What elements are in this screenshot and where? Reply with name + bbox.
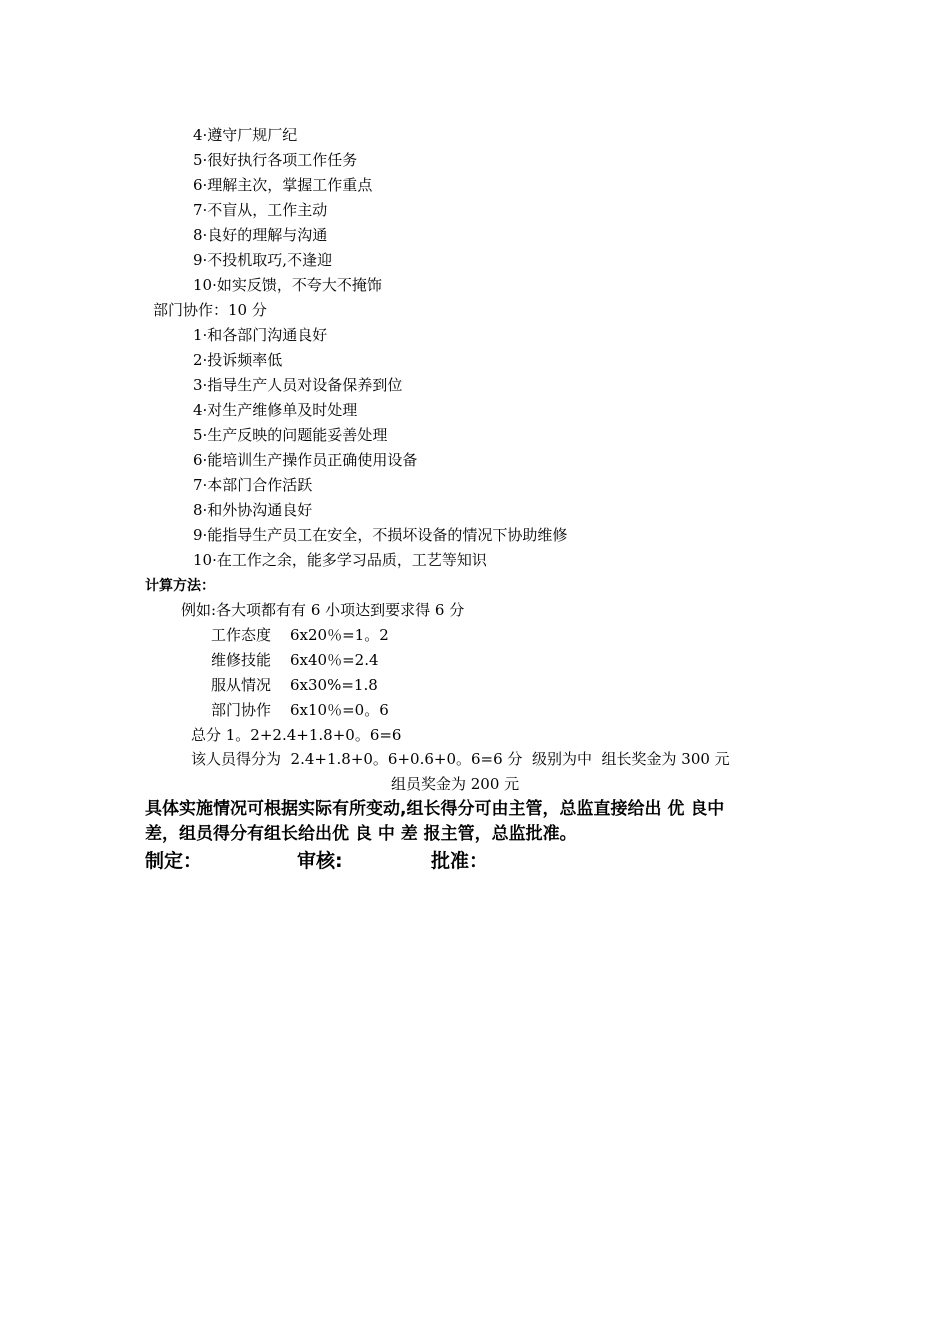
implementation-note: 差，组员得分有组长给出优 良 中 差 报主管，总监批准。	[145, 824, 577, 844]
calc-total: 总分 1。2+2.4+1.8+0。6=6	[191, 726, 402, 744]
dept-item: 2·投诉频率低	[193, 351, 283, 369]
calc-example: 例如:各大项都有有 6 小项达到要求得 6 分	[181, 601, 465, 619]
calc-row-formula: 6x20％=1。2	[290, 626, 389, 644]
dept-item: 9·能指导生产员工在安全，不损坏设备的情况下协助维修	[193, 526, 568, 544]
conduct-item: 9·不投机取巧,不逢迎	[193, 251, 333, 269]
calc-member-bonus: 组员奖金为 200 元	[391, 775, 520, 793]
conduct-item: 5·很好执行各项工作任务	[193, 151, 358, 169]
calc-row-formula: 6x30%=1.8	[290, 676, 378, 694]
dept-item: 7·本部门合作活跃	[193, 476, 313, 494]
signature-made: 制定：	[145, 850, 203, 872]
calc-row-label: 部门协作	[211, 701, 272, 719]
dept-item: 6·能培训生产操作员正确使用设备	[193, 451, 418, 469]
conduct-item: 10·如实反馈，不夸大不掩饰	[193, 276, 382, 294]
dept-item: 3·指导生产人员对设备保养到位	[193, 376, 403, 394]
dept-item: 5·生产反映的问题能妥善处理	[193, 426, 388, 444]
calc-score: 该人员得分为 2.4+1.8+0。6+0.6+0。6=6 分 级别为中 组长奖金为 300 元	[191, 750, 730, 768]
conduct-item: 8·良好的理解与沟通	[193, 226, 328, 244]
conduct-item: 6·理解主次，掌握工作重点	[193, 176, 373, 194]
dept-item: 1·和各部门沟通良好	[193, 326, 328, 344]
conduct-item: 7·不盲从，工作主动	[193, 201, 328, 219]
conduct-item: 4·遵守厂规厂纪	[193, 126, 298, 144]
signature-review: 审核:	[297, 850, 343, 872]
calc-row-label: 服从情况	[211, 676, 272, 694]
signature-approve: 批准：	[431, 850, 489, 872]
calc-row-label: 工作态度	[211, 626, 272, 644]
dept-item: 8·和外协沟通良好	[193, 501, 313, 519]
calc-row-formula: 6x10％=0。6	[290, 701, 389, 719]
dept-heading: 部门协作：10 分	[153, 301, 267, 319]
dept-item: 4·对生产维修单及时处理	[193, 401, 358, 419]
calc-row-formula: 6x40％=2.4	[290, 651, 379, 669]
dept-item: 10·在工作之余，能多学习品质，工艺等知识	[193, 551, 487, 569]
calc-row-label: 维修技能	[211, 651, 272, 669]
implementation-note: 具体实施情况可根据实际有所变动,组长得分可由主管，总监直接给出 优 良中	[145, 799, 725, 819]
calc-title: 计算方法：	[145, 578, 215, 594]
